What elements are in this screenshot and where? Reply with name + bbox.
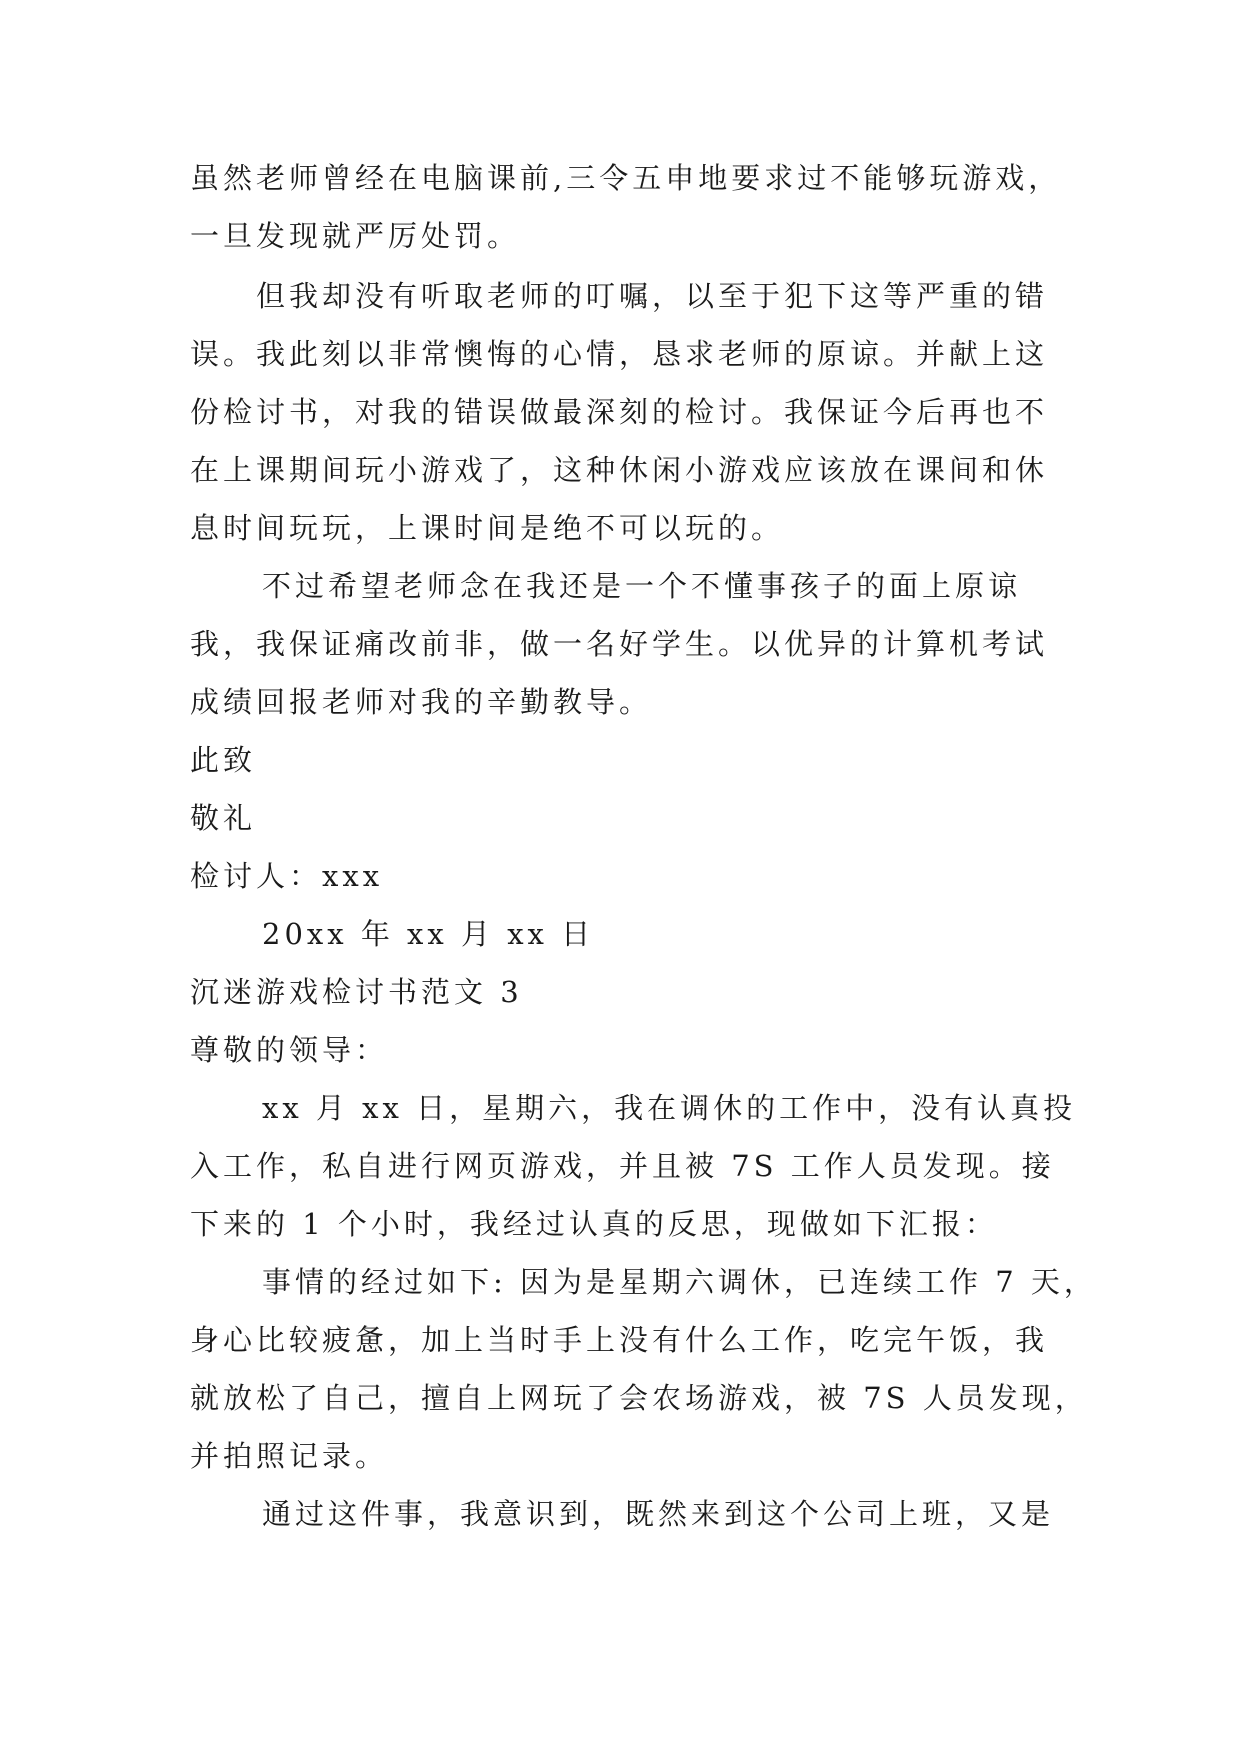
text-line: 身心比较疲惫，加上当时手上没有什么工作，吃完午饭，我 <box>190 1323 1049 1357</box>
closing-salutation: 此致 <box>190 743 257 777</box>
text-line: xx 月 xx 日，星期六，我在调休的工作中，没有认真投 <box>262 1091 1077 1125</box>
text-line: 但我却没有听取老师的叮嘱，以至于犯下这等严重的错 <box>256 279 1049 313</box>
text-line: 通过这件事，我意识到，既然来到这个公司上班，又是 <box>262 1497 1055 1531</box>
text-line: 不过希望老师念在我还是一个不懂事孩子的面上原谅 <box>262 569 1022 603</box>
text-line: 我，我保证痛改前非，做一名好学生。以优异的计算机考试 <box>190 627 1049 661</box>
text-line: 成绩回报老师对我的辛勤教导。 <box>190 685 653 719</box>
text-line: 入工作，私自进行网页游戏，并且被 7S 工作人员发现。接 <box>190 1149 1055 1183</box>
text-line: 息时间玩玩，上课时间是绝不可以玩的。 <box>190 511 785 545</box>
text-line: 在上课期间玩小游戏了，这种休闲小游戏应该放在课间和休 <box>190 453 1049 487</box>
text-line: 份检讨书，对我的错误做最深刻的检讨。我保证今后再也不 <box>190 395 1049 429</box>
text-line: 事情的经过如下: 因为是星期六调休，已连续工作 7 天， <box>262 1265 1097 1299</box>
text-line: 并拍照记录。 <box>190 1439 389 1473</box>
text-line: 误。我此刻以非常懊悔的心情，恳求老师的原谅。并献上这 <box>190 337 1049 371</box>
signatory-line: 检讨人：xxx <box>190 859 384 893</box>
text-line: 就放松了自己，擅自上网玩了会农场游戏，被 7S 人员发现， <box>190 1381 1088 1415</box>
closing-regards: 敬礼 <box>190 801 257 835</box>
text-line: 下来的 1 个小时，我经过认真的反思，现做如下汇报： <box>190 1207 998 1241</box>
section-title: 沉迷游戏检讨书范文 3 <box>190 975 523 1009</box>
text-line: 一旦发现就严厉处罚。 <box>190 219 521 253</box>
date-line: 20xx 年 xx 月 xx 日 <box>262 917 595 951</box>
text-line: 虽然老师曾经在电脑课前,三令五申地要求过不能够玩游戏， <box>190 161 1062 195</box>
salutation: 尊敬的领导： <box>190 1033 389 1067</box>
